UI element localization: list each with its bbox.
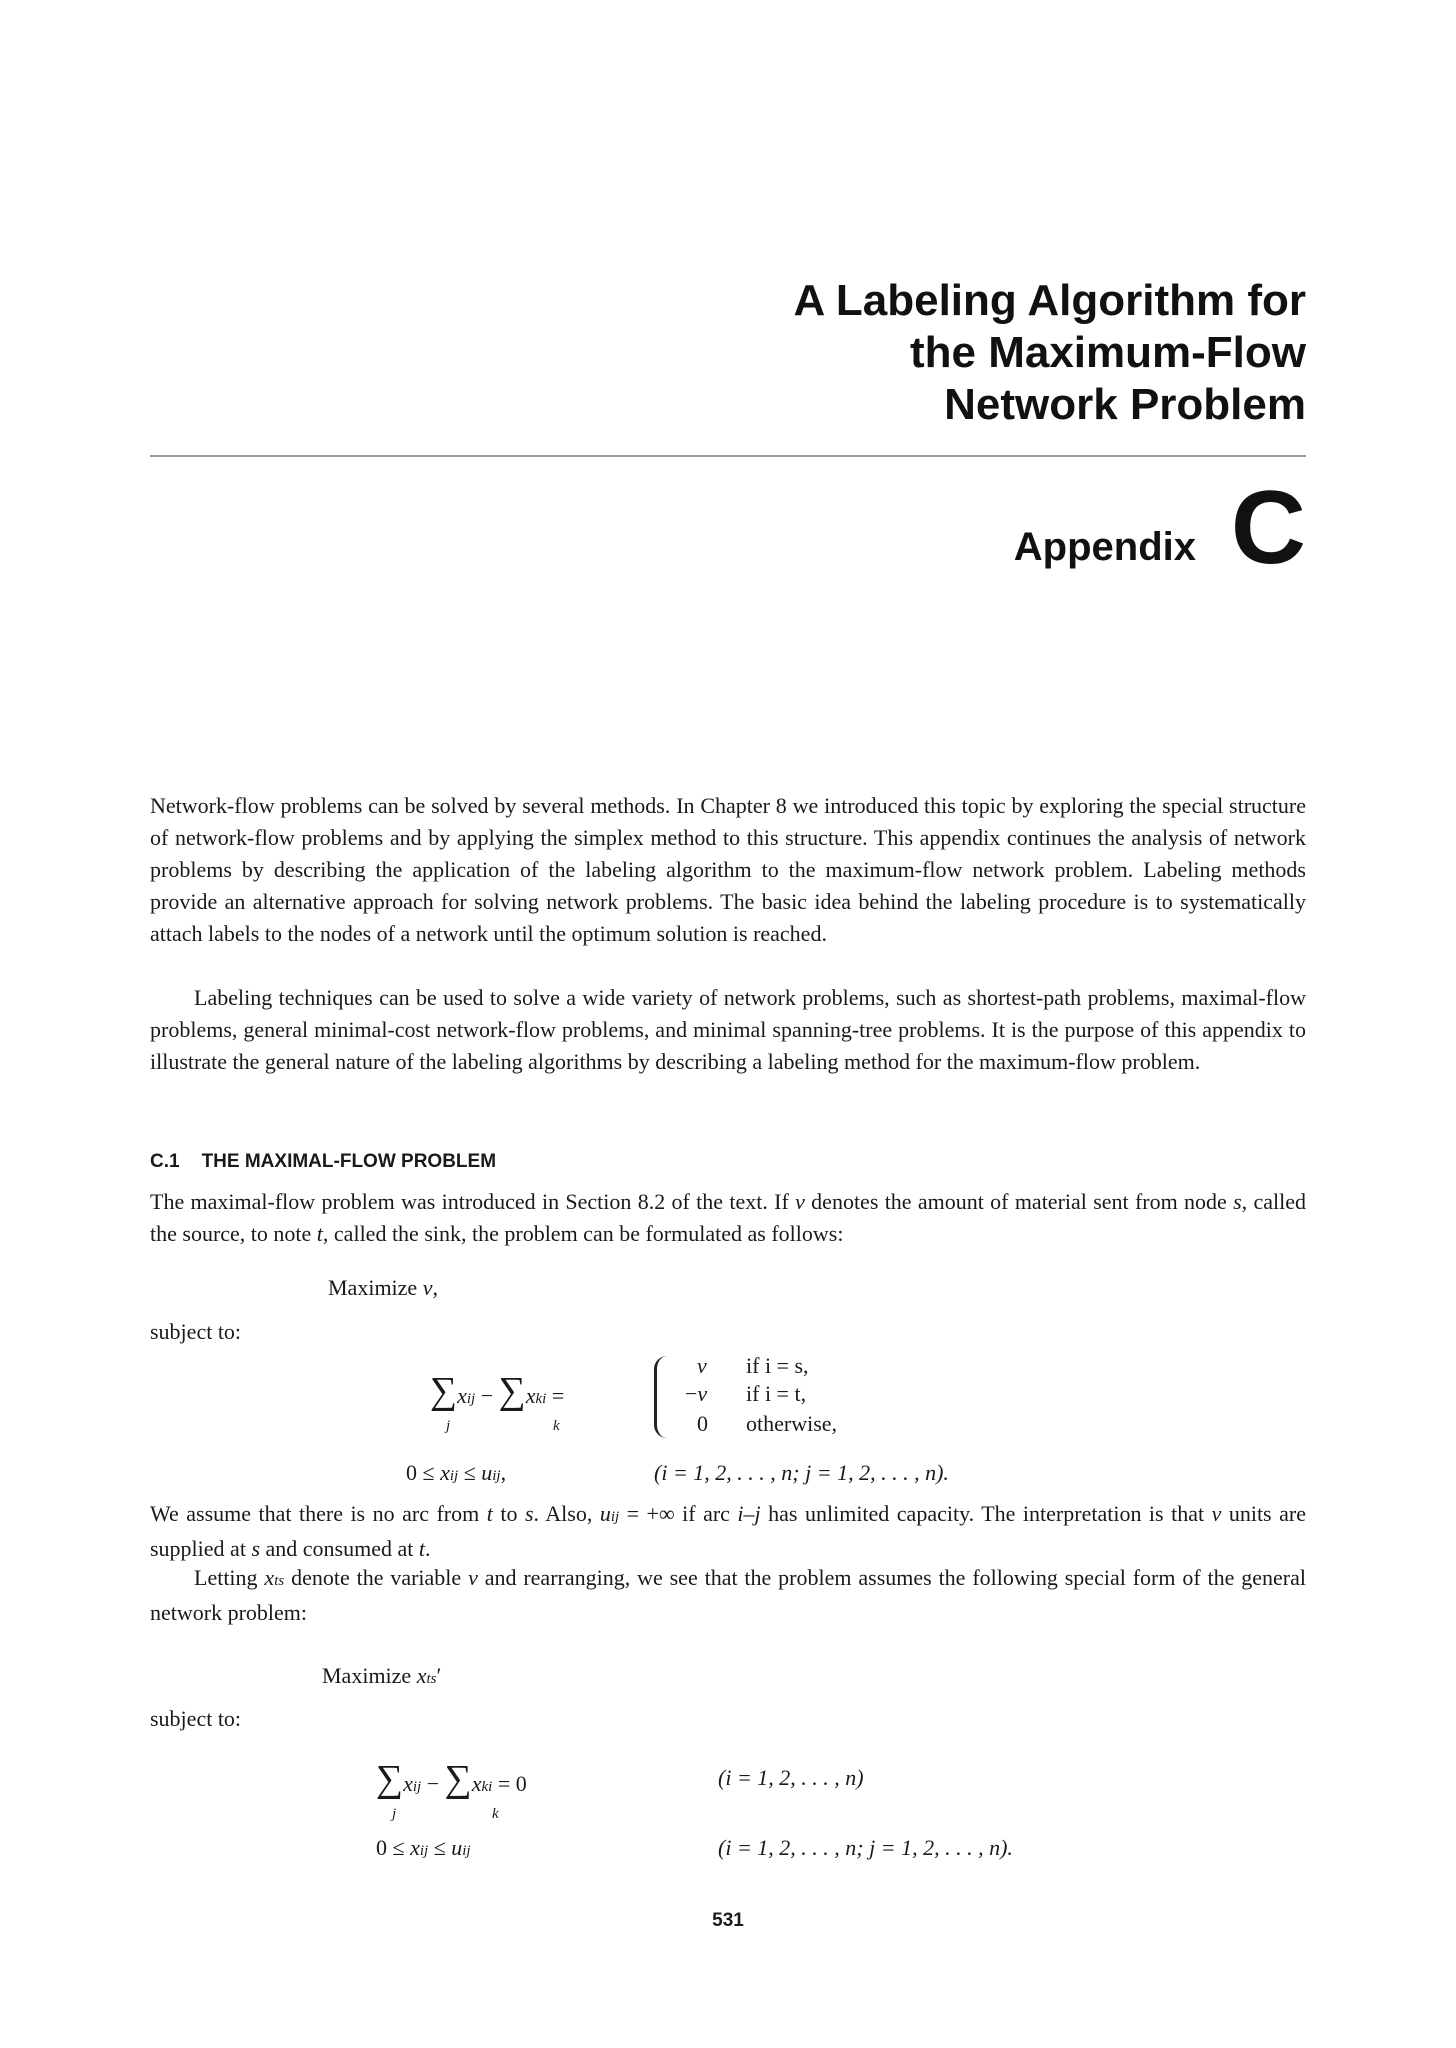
title-divider <box>150 455 1306 457</box>
case-3-condition: otherwise, <box>746 1411 838 1436</box>
section-paragraph-2: We assume that there is no arc from t to s. Also, uij = +∞ if arc i–j has unlimited capacity. The interpretation is that v units are supplied at s and consumed at t. <box>150 1501 1306 1561</box>
intro-paragraph-1: Network-flow problems can be solved by several methods. In Chapter 8 we introduced this topic by exploring the special structure of network-flow problems and by applying the simplex method to this structure. This appendix continues the analysis of network problems by describing the application of the labeling algorithm to the maximum-flow network problem. Labeling methods provide an alternative approach for solving network problems. The basic idea behind the labeling procedure is to systematically attach labels to the nodes of a network until the optimum solution is reached. <box>150 793 1306 946</box>
index-range-2a: (i = 1, 2, . . . , n) <box>718 1765 864 1790</box>
section-title: THE MAXIMAL-FLOW PROBLEM <box>201 1151 497 1172</box>
case-1-condition: if i = s, <box>746 1353 809 1378</box>
section-paragraph-1: The maximal-flow problem was introduced in Section 8.2 of the text. If v denotes the amount of material sent from node s, called the source, to note t, called the sink, the problem can be formulated as follows: <box>150 1189 1307 1246</box>
subject-to-label-2: subject to: <box>150 1706 242 1731</box>
section-number: C.1 <box>150 1151 180 1172</box>
index-range-2b: (i = 1, 2, . . . , n; j = 1, 2, . . . , n). <box>718 1835 1013 1860</box>
intro-paragraph-2: Labeling techniques can be used to solve a wide variety of network problems, such as shortest-path problems, maximal-flow problems, general minimal-cost network-flow problems, and minimal spanning-tree problems. It is the purpose of this appendix to illustrate the general nature of the labeling algorithms by describing a labeling method for the maximum-flow problem. <box>150 985 1306 1074</box>
flow-conservation-equation-2: ∑xij − ∑xki = 0 <box>376 1758 527 1800</box>
appendix-label: Appendix <box>1013 525 1196 569</box>
objective-2: Maximize xts′ <box>322 1663 442 1688</box>
flow-conservation-equation: ∑xij − ∑xki = <box>430 1370 565 1412</box>
objective-1: Maximize v, <box>328 1275 438 1300</box>
page-number: 531 <box>712 1910 744 1931</box>
cases-brace <box>654 1356 667 1438</box>
case-2-condition: if i = t, <box>746 1381 807 1406</box>
appendix-letter: C <box>1230 470 1306 586</box>
index-range-1: (i = 1, 2, . . . , n; j = 1, 2, . . . , n). <box>654 1460 949 1485</box>
chapter-title-line-3: Network Problem <box>944 380 1306 429</box>
chapter-title <box>606 275 1306 431</box>
subject-to-label-1: subject to: <box>150 1319 242 1344</box>
chapter-title-line-2: the Maximum-Flow <box>909 328 1306 377</box>
section-heading <box>150 1151 496 1173</box>
capacity-bound-1: 0 ≤ xij ≤ uij, <box>406 1460 507 1485</box>
section-paragraph-3: Letting xts denote the variable v and rearranging, we see that the problem assumes the following special form of the general network problem: <box>150 1565 1307 1625</box>
chapter-title-line-1: A Labeling Algorithm for <box>793 276 1306 325</box>
capacity-bound-2: 0 ≤ xij ≤ uij <box>376 1835 471 1860</box>
